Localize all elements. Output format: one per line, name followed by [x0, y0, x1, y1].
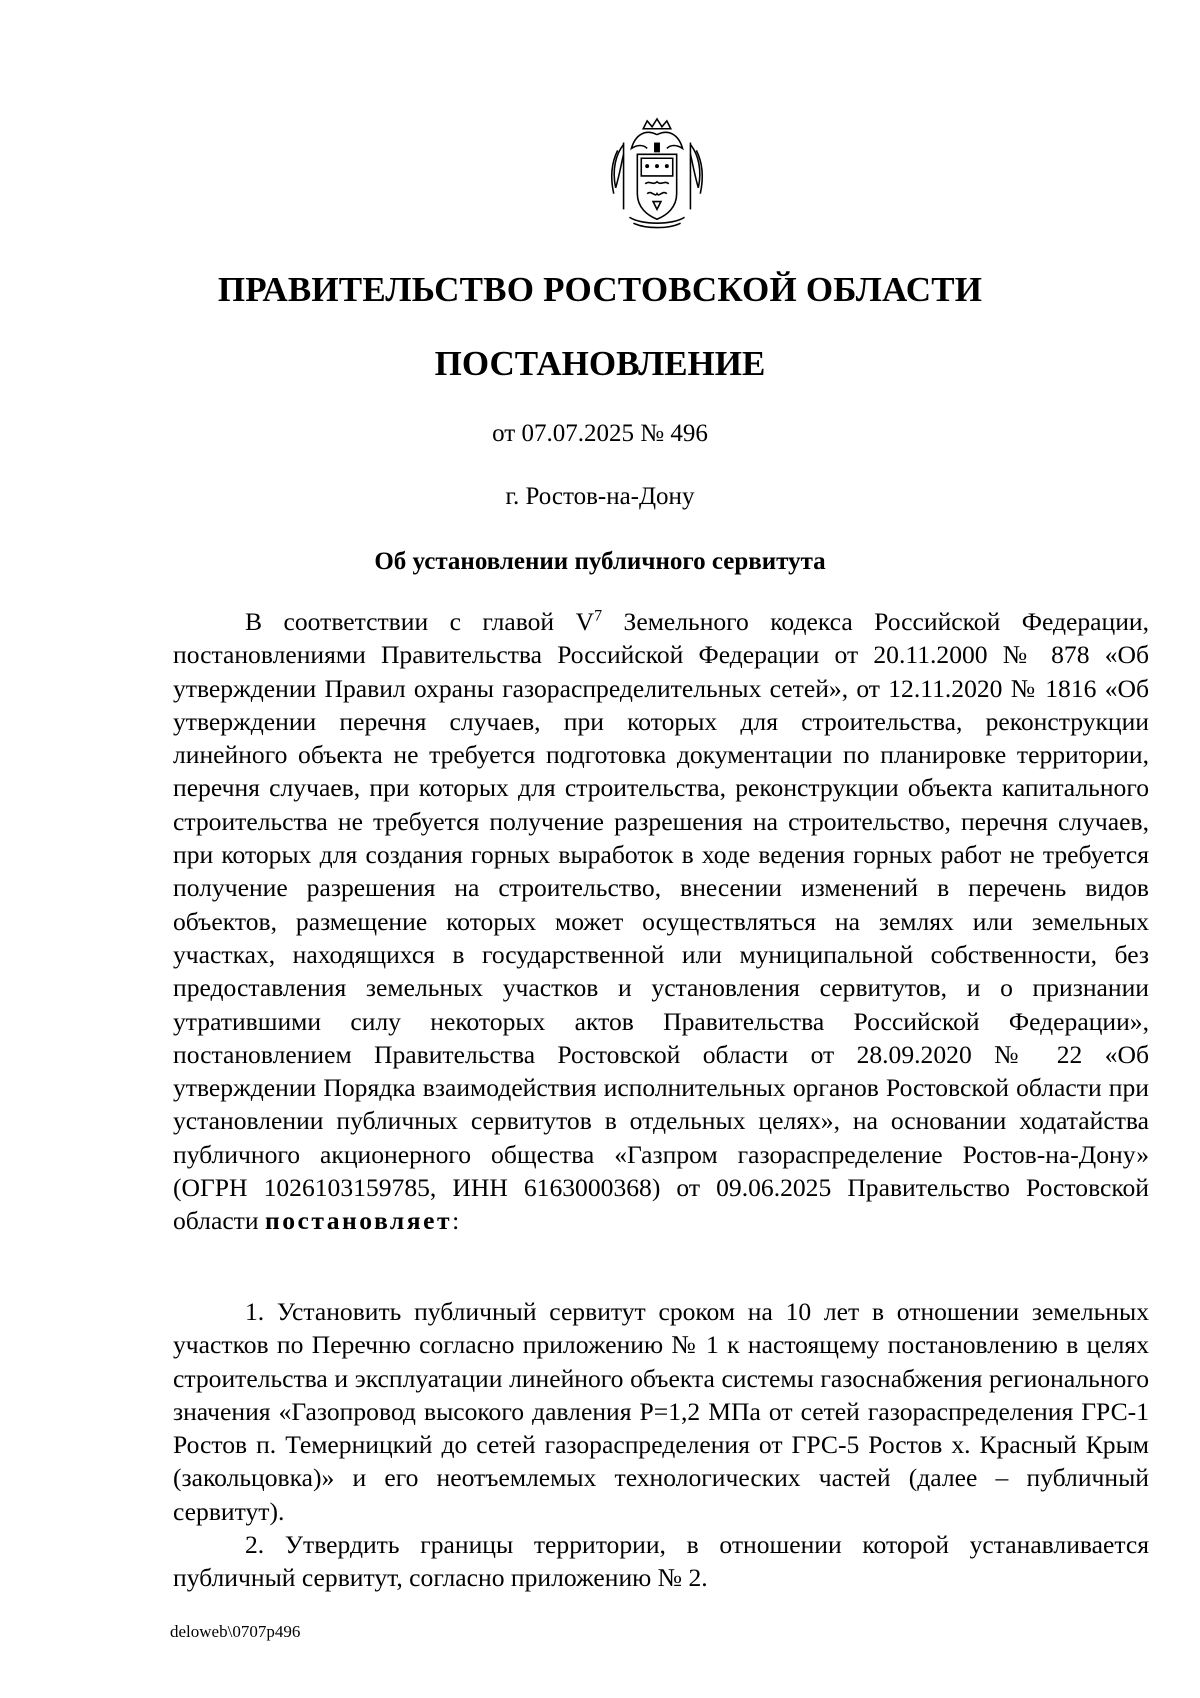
preamble-lead: В соответствии с главой V: [245, 607, 595, 636]
preamble-body: Земельного кодекса Российской Федерации, постановлениями Правительства Российской Федерации от 20.11.2000 № 878 «Об утверждении Правил охраны газораспределительных сетей», от 12.11.2020 № 1816 «Об утверждении перечня случаев, при которых для строительства, реконструкции линейного объекта не требуется подготовка документации по планировке территории, перечня случаев, при которых для строительства, реконструкции объекта капитального строительства не требуется получение разрешения на строительство, перечня случаев, при которых для создания горных выработок в ходе ведения горных работ не требуется получение разрешения на строительство, внесении изменений в перечень видов объектов, размещение которых может осуществляться на землях или земельных участках, находящихся в государственной или муниципальной собственности, без предоставления земельных участков и установления сервитутов, и о признании утратившими силу некоторых актов Правительства Российской Федерации», постановлением Правительства Ростовской области от 28.09.2020 № 22 «Об утверждении Порядка взаимодействия исполнительных органов Ростовской области при установлении публичных сервитутов в отдельных целях», на основании ходатайства публичного акционерного общества «Газпром газораспределение Ростов-на-Дону» (ОГРН 1026103159785, ИНН 6163000368) от 09.06.2025 Правительство Ростовской области: [173, 607, 1149, 1236]
preamble: [173, 605, 1149, 1238]
clauses: [173, 1295, 1149, 1595]
preamble-paragraph: [173, 605, 1149, 1238]
document-subject: Об установлении публичного сервитута: [374, 548, 826, 575]
document-date-number: от 07.07.2025 № 496: [492, 420, 708, 447]
clause-1: 1. Установить публичный сервитут сроком на 10 лет в отношении земельных участков по Перечню согласно приложению № 1 к настоящему постановлению в целях строительства и эксплуатации линейного объекта системы газоснабжения регионального значения «Газопровод высокого давления Р=1,2 МПа от сетей газораспределения ГРС-1 Ростов п. Темерницкий до сетей газораспределения от ГРС-5 Ростов х. Красный Крым (закольцовка)» и его неотъемлемых технологических частей (далее – публичный сервитут).: [173, 1297, 1149, 1526]
document-city: г. Ростов-на-Дону: [505, 483, 695, 510]
footer-code: deloweb\0707p496: [170, 1622, 301, 1641]
decree-word: постановляет: [264, 1206, 453, 1236]
chapter-superscript: 7: [594, 607, 603, 625]
document-type: ПОСТАНОВЛЕНИЕ: [434, 344, 766, 383]
preamble-tail: :: [452, 1206, 460, 1236]
government-title: ПРАВИТЕЛЬСТВО РОСТОВСКОЙ ОБЛАСТИ: [217, 270, 983, 309]
coat-of-arms-icon: [598, 115, 716, 233]
clause-2: 2. Утвердить границы территории, в отношении которой устанавливается публичный сервитут, согласно приложению № 2.: [173, 1530, 1149, 1593]
